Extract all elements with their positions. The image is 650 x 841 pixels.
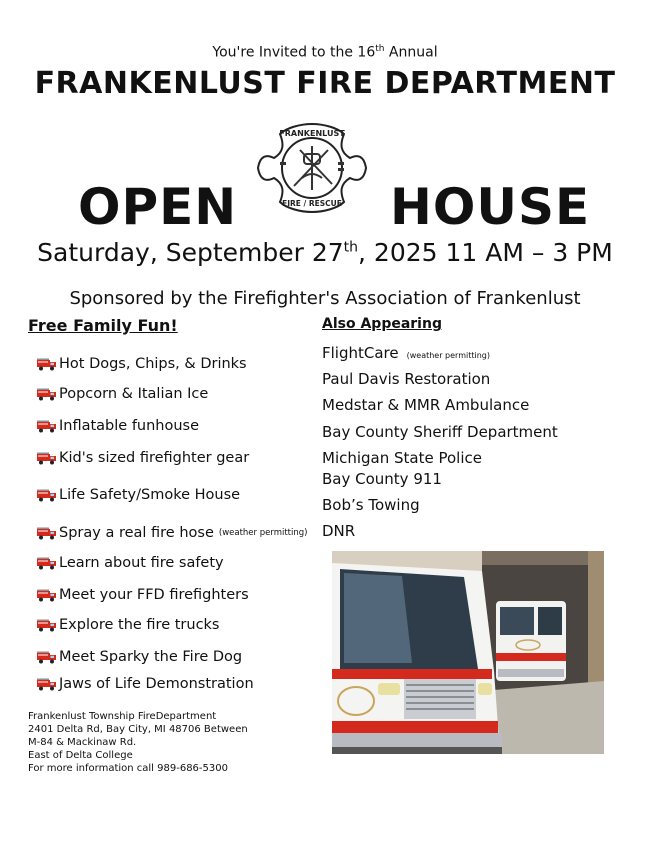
footer-line: 2401 Delta Rd, Bay City, MI 48706 Between xyxy=(28,724,248,735)
footer-line: East of Delta College xyxy=(28,750,133,761)
item-label: Meet Sparky the Fire Dog xyxy=(59,649,243,665)
list-item xyxy=(322,344,490,362)
item-label: Life Safety/Smoke House xyxy=(59,487,241,503)
item-label: Meet your FFD firefighters xyxy=(59,587,249,603)
invite-ordinal: th xyxy=(375,44,385,54)
list-item: Bay County Sheriff Department xyxy=(322,423,558,441)
fire-truck-icon xyxy=(36,488,57,502)
list-item: Michigan State Police xyxy=(322,449,482,467)
fire-truck-photo xyxy=(332,551,604,754)
fire-truck-icon xyxy=(36,419,57,433)
invite-prefix: You're Invited to the 16 xyxy=(212,44,376,61)
item-label: Spray a real fire hose xyxy=(59,525,214,541)
list-item xyxy=(36,418,199,434)
item-label: Popcorn & Italian Ice xyxy=(59,386,209,402)
free-family-fun-heading: Free Family Fun! xyxy=(28,316,178,335)
fire-truck-icon xyxy=(36,526,57,540)
list-item: DNR xyxy=(322,522,356,540)
item-note: (weather permitting) xyxy=(218,528,308,538)
department-title: FRANKENLUST FIRE DEPARTMENT xyxy=(34,66,616,101)
footer-address xyxy=(28,710,248,775)
item-label: Kid's sized firefighter gear xyxy=(59,450,250,466)
item-note: (weather permitting) xyxy=(406,351,490,360)
list-item: Bob’s Towing xyxy=(322,496,420,514)
date-suffix: , 2025 11 AM – 3 PM xyxy=(358,238,613,267)
event-date xyxy=(0,238,650,267)
list-item xyxy=(36,356,247,372)
fire-truck-icon xyxy=(36,451,57,465)
sponsor-line: Sponsored by the Firefighter's Association of Frankenlust xyxy=(69,288,581,309)
fire-truck-icon xyxy=(36,588,57,602)
item-label: Learn about fire safety xyxy=(59,555,224,571)
fire-truck-icon xyxy=(36,357,57,371)
invite-line xyxy=(0,44,650,61)
list-item: Bay County 911 xyxy=(322,470,442,488)
date-ordinal: th xyxy=(343,239,359,256)
list-item: Medstar & MMR Ambulance xyxy=(322,396,530,414)
item-label: Hot Dogs, Chips, & Drinks xyxy=(59,356,247,372)
logo-bottom-text: FIRE / RESCUE xyxy=(282,199,342,208)
list-item xyxy=(36,617,220,633)
also-appearing-heading: Also Appearing xyxy=(322,316,442,332)
fire-truck-icon xyxy=(36,650,57,664)
list-item: Paul Davis Restoration xyxy=(322,370,491,388)
list-item xyxy=(36,555,224,571)
open-word: OPEN xyxy=(78,178,238,236)
list-item xyxy=(36,386,208,402)
footer-line: Frankenlust Township FireDepartment xyxy=(28,711,217,722)
footer-line: M-84 & Mackinaw Rd. xyxy=(28,737,137,748)
item-label: Inflatable funhouse xyxy=(59,418,200,434)
list-item xyxy=(36,487,240,503)
logo-top-text: FRANKENLUST xyxy=(279,129,345,138)
item-label: Jaws of Life Demonstration xyxy=(59,676,254,692)
fire-truck-icon xyxy=(36,556,57,570)
item-label: FlightCare xyxy=(322,344,399,362)
list-item xyxy=(36,676,254,692)
list-item xyxy=(36,649,242,665)
fire-truck-icon xyxy=(36,387,57,401)
item-label: Explore the fire trucks xyxy=(59,617,220,633)
list-item xyxy=(36,450,249,466)
fire-truck-icon xyxy=(36,618,57,632)
list-item xyxy=(36,587,249,603)
date-prefix: Saturday, September 27 xyxy=(37,238,344,267)
invite-suffix: Annual xyxy=(384,44,438,61)
footer-line: For more information call 989-686-5300 xyxy=(28,763,228,774)
list-item xyxy=(36,525,307,541)
fire-department-logo xyxy=(254,118,370,218)
fire-truck-icon xyxy=(36,677,57,691)
house-word: HOUSE xyxy=(390,178,591,236)
